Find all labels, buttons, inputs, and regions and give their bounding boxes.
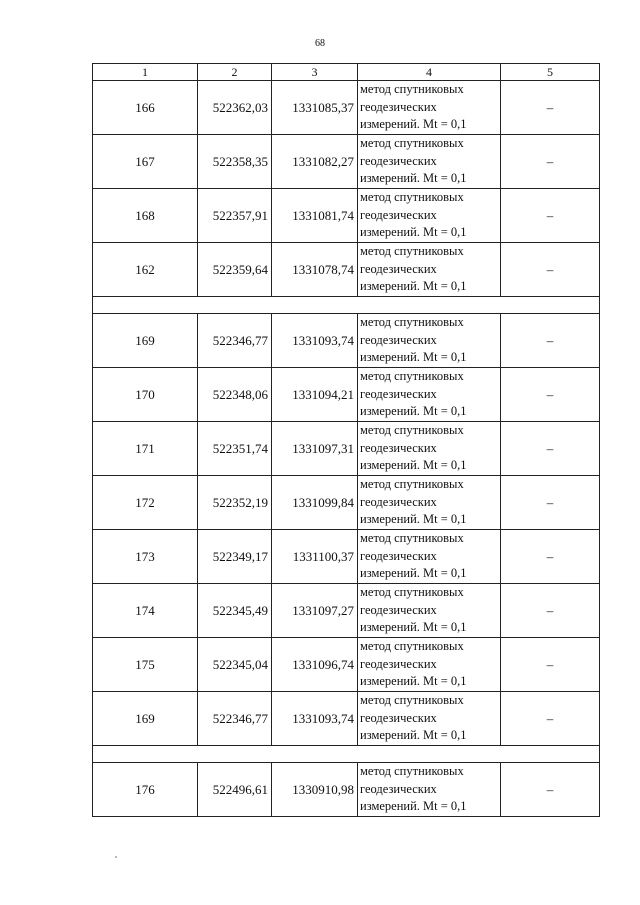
method-line: измерений. Mt = 0,1 <box>360 117 467 132</box>
y-coordinate: 1331093,74 <box>272 692 358 746</box>
x-coordinate: 522362,03 <box>198 81 272 135</box>
y-coordinate: 1331081,74 <box>272 189 358 243</box>
table-row <box>93 81 600 135</box>
point-number: 168 <box>93 189 198 243</box>
method-line: метод спутниковых <box>360 136 464 151</box>
header-col-4: 4 <box>358 64 501 81</box>
method-description <box>358 81 501 135</box>
method-line: метод спутниковых <box>360 639 464 654</box>
y-coordinate: 1331100,37 <box>272 530 358 584</box>
point-number: 173 <box>93 530 198 584</box>
header-col-3: 3 <box>272 64 358 81</box>
note-cell: – <box>501 368 600 422</box>
y-coordinate: 1331096,74 <box>272 638 358 692</box>
method-line: измерений. Mt = 0,1 <box>360 279 467 294</box>
method-line: геодезических <box>360 99 437 114</box>
x-coordinate: 522357,91 <box>198 189 272 243</box>
point-number: 166 <box>93 81 198 135</box>
header-col-5: 5 <box>501 64 600 81</box>
method-line: измерений. Mt = 0,1 <box>360 458 467 473</box>
x-coordinate: 522359,64 <box>198 243 272 297</box>
point-number: 169 <box>93 314 198 368</box>
method-line: измерений. Mt = 0,1 <box>360 171 467 186</box>
method-line: геодезических <box>360 207 437 222</box>
method-line: метод спутниковых <box>360 423 464 438</box>
point-number: 175 <box>93 638 198 692</box>
method-line: геодезических <box>360 440 437 455</box>
method-line: геодезических <box>360 261 437 276</box>
point-number: 170 <box>93 368 198 422</box>
method-line: метод спутниковых <box>360 585 464 600</box>
method-line: геодезических <box>360 710 437 725</box>
y-coordinate: 1330910,98 <box>272 763 358 817</box>
note-cell: – <box>501 81 600 135</box>
x-coordinate: 522496,61 <box>198 763 272 817</box>
point-number: 172 <box>93 476 198 530</box>
separator-cell <box>93 746 600 763</box>
x-coordinate: 522358,35 <box>198 135 272 189</box>
method-line: геодезических <box>360 602 437 617</box>
method-line: геодезических <box>360 153 437 168</box>
method-description <box>358 692 501 746</box>
method-description <box>358 135 501 189</box>
method-line: метод спутниковых <box>360 244 464 259</box>
method-line: измерений. Mt = 0,1 <box>360 404 467 419</box>
table-row <box>93 314 600 368</box>
method-line: метод спутниковых <box>360 477 464 492</box>
method-description <box>358 763 501 817</box>
method-line: метод спутниковых <box>360 315 464 330</box>
x-coordinate: 522346,77 <box>198 314 272 368</box>
header-col-2: 2 <box>198 64 272 81</box>
group-separator-row <box>93 297 600 314</box>
note-cell: – <box>501 584 600 638</box>
table-row <box>93 638 600 692</box>
note-cell: – <box>501 243 600 297</box>
method-description <box>358 476 501 530</box>
note-cell: – <box>501 763 600 817</box>
table-row <box>93 135 600 189</box>
method-line: геодезических <box>360 386 437 401</box>
method-description <box>358 243 501 297</box>
method-line: измерений. Mt = 0,1 <box>360 566 467 581</box>
note-cell: – <box>501 692 600 746</box>
group-separator-row <box>93 746 600 763</box>
note-cell: – <box>501 314 600 368</box>
note-cell: – <box>501 135 600 189</box>
x-coordinate: 522352,19 <box>198 476 272 530</box>
method-line: метод спутниковых <box>360 693 464 708</box>
point-number: 171 <box>93 422 198 476</box>
method-line: геодезических <box>360 332 437 347</box>
point-number: 167 <box>93 135 198 189</box>
x-coordinate: 522349,17 <box>198 530 272 584</box>
point-number: 174 <box>93 584 198 638</box>
method-description <box>358 638 501 692</box>
method-line: измерений. Mt = 0,1 <box>360 350 467 365</box>
scan-artifact <box>115 856 117 858</box>
y-coordinate: 1331099,84 <box>272 476 358 530</box>
method-line: метод спутниковых <box>360 369 464 384</box>
method-line: измерений. Mt = 0,1 <box>360 225 467 240</box>
method-line: метод спутниковых <box>360 531 464 546</box>
page-number: 68 <box>315 38 325 49</box>
table-row <box>93 243 600 297</box>
method-description <box>358 368 501 422</box>
y-coordinate: 1331097,27 <box>272 584 358 638</box>
method-line: измерений. Mt = 0,1 <box>360 799 467 814</box>
y-coordinate: 1331093,74 <box>272 314 358 368</box>
method-line: метод спутниковых <box>360 764 464 779</box>
method-line: геодезических <box>360 781 437 796</box>
table-body <box>93 81 600 817</box>
table-row <box>93 422 600 476</box>
x-coordinate: 522345,04 <box>198 638 272 692</box>
note-cell: – <box>501 638 600 692</box>
table-header-row <box>93 64 600 81</box>
method-line: измерений. Mt = 0,1 <box>360 674 467 689</box>
y-coordinate: 1331085,37 <box>272 81 358 135</box>
x-coordinate: 522346,77 <box>198 692 272 746</box>
method-line: измерений. Mt = 0,1 <box>360 512 467 527</box>
method-description <box>358 584 501 638</box>
point-number: 162 <box>93 243 198 297</box>
method-line: измерений. Mt = 0,1 <box>360 620 467 635</box>
point-number: 169 <box>93 692 198 746</box>
method-description <box>358 314 501 368</box>
x-coordinate: 522345,49 <box>198 584 272 638</box>
y-coordinate: 1331082,27 <box>272 135 358 189</box>
separator-cell <box>93 297 600 314</box>
point-number: 176 <box>93 763 198 817</box>
x-coordinate: 522351,74 <box>198 422 272 476</box>
table-row <box>93 530 600 584</box>
method-description <box>358 189 501 243</box>
method-line: геодезических <box>360 548 437 563</box>
x-coordinate: 522348,06 <box>198 368 272 422</box>
table-row <box>93 692 600 746</box>
table-row <box>93 189 600 243</box>
y-coordinate: 1331097,31 <box>272 422 358 476</box>
method-line: метод спутниковых <box>360 82 464 97</box>
method-line: геодезических <box>360 656 437 671</box>
method-description <box>358 530 501 584</box>
method-line: геодезических <box>360 494 437 509</box>
coordinates-table <box>92 63 600 817</box>
table-row <box>93 368 600 422</box>
note-cell: – <box>501 530 600 584</box>
note-cell: – <box>501 422 600 476</box>
y-coordinate: 1331078,74 <box>272 243 358 297</box>
y-coordinate: 1331094,21 <box>272 368 358 422</box>
table-row <box>93 763 600 817</box>
method-line: метод спутниковых <box>360 190 464 205</box>
header-col-1: 1 <box>93 64 198 81</box>
note-cell: – <box>501 189 600 243</box>
note-cell: – <box>501 476 600 530</box>
method-description <box>358 422 501 476</box>
table-row <box>93 476 600 530</box>
method-line: измерений. Mt = 0,1 <box>360 728 467 743</box>
table-row <box>93 584 600 638</box>
